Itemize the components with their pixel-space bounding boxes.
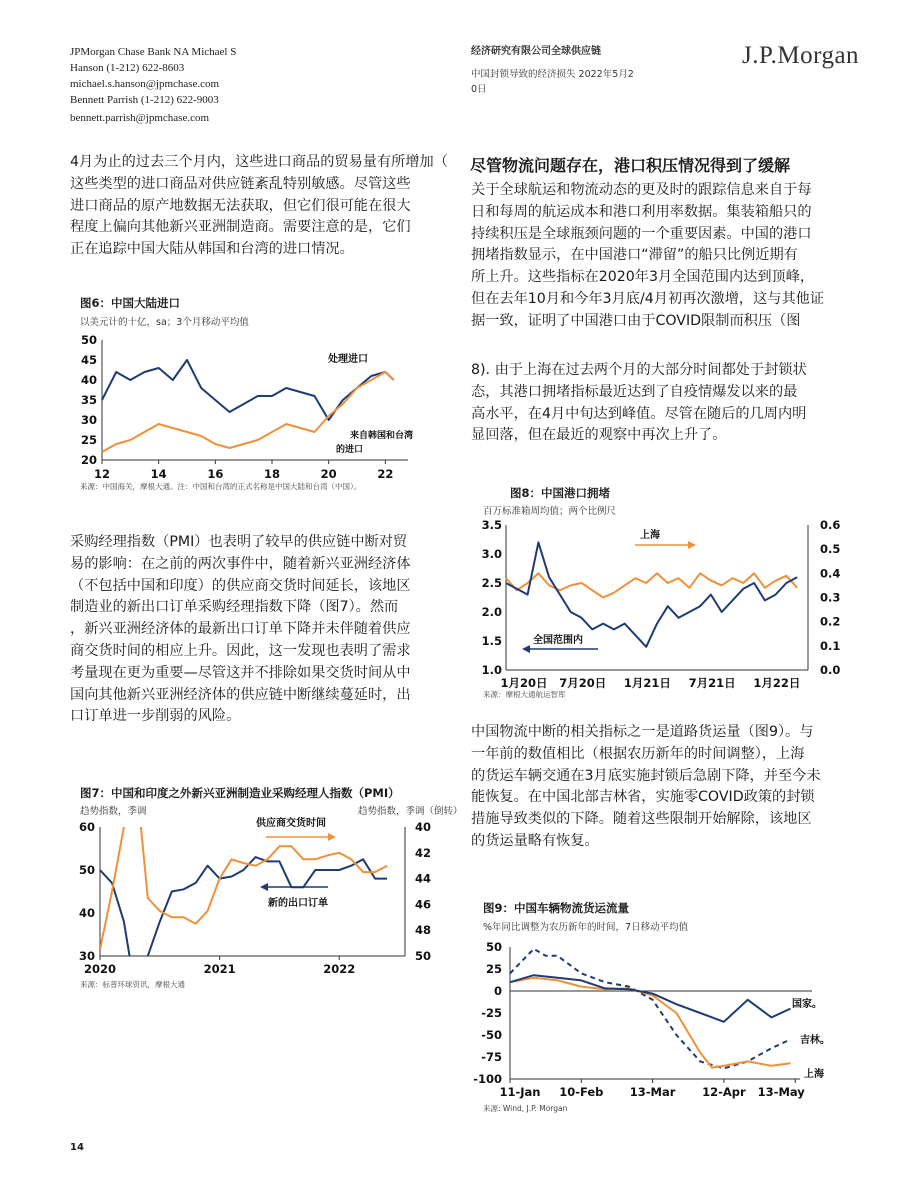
text-line: 程度上偏向其他新兴亚洲制造商。需要注意的是，它们 xyxy=(70,219,411,236)
y-tick-label-right: 40 xyxy=(415,820,432,834)
x-tick-label: 11-Jan xyxy=(499,1085,541,1099)
x-tick-label: 13-Mar xyxy=(629,1085,676,1099)
y-tick-label-right: 0.1 xyxy=(820,638,841,653)
y-tick-label-left: 30 xyxy=(78,949,95,963)
text-line: 日和每周的航运成本和港口利用率数据。集装箱船只的 xyxy=(471,203,812,220)
x-tick-label: 10-Feb xyxy=(559,1085,604,1099)
fig7-plot-area xyxy=(100,815,387,980)
y-tick-label-right: 50 xyxy=(415,949,432,963)
shanghai-freight-line xyxy=(510,949,791,1069)
arrow-national-head xyxy=(522,645,530,653)
y-tick-label: -75 xyxy=(481,1050,502,1064)
fig8-title: 图8：中国港口拥堵 xyxy=(510,486,611,500)
fig6-title: 图6：中国大陆进口 xyxy=(80,296,181,310)
y-tick-label-left: 40 xyxy=(78,906,95,920)
text-line: 考量现在更为重要—尽管这并不排除如果交货时间从中 xyxy=(70,664,411,681)
y-tick-label-left: 1.5 xyxy=(481,634,502,648)
text-line: 中国物流中断的相关指标之一是道路货运量（图9）。与 xyxy=(471,724,814,740)
text-line: 能恢复。在中国北部吉林省，实施零COVID政策的封锁 xyxy=(471,789,815,806)
jpmorgan-logo: J.P.Morgan xyxy=(742,42,860,69)
fig8-source: 来源：摩根大通航运智库 xyxy=(483,690,566,699)
series-label-export: 新的出口订单 xyxy=(268,898,328,909)
author-line: JPMorgan Chase Bank NA Michael S xyxy=(70,46,237,58)
x-tick-label: 1月22日 xyxy=(753,676,801,690)
x-tick-label: 14 xyxy=(150,467,167,480)
text-line: 易的影响：在之前的两次事件中，随着新兴亚洲经济体 xyxy=(70,555,411,572)
right-para-3 xyxy=(471,722,861,853)
y-tick-label: 50 xyxy=(80,333,97,347)
fig6-subtitle: 以美元计的十亿，sa；3个月移动平均值 xyxy=(80,317,249,328)
y-tick-label-right: 42 xyxy=(415,845,432,860)
text-line: 4月为止的过去三个月内，这些进口商品的贸易量有所增加（ xyxy=(70,154,448,170)
page-number: 14 xyxy=(70,1142,84,1153)
author-line: Hanson (1-212) 622-8603 xyxy=(70,62,185,74)
y-tick-label: 35 xyxy=(80,393,97,407)
text-line: 高水平，在4月中旬达到峰值。尽管在随后的几周内明 xyxy=(471,405,807,422)
arrow-shanghai-head xyxy=(688,541,696,549)
fig7-chart xyxy=(70,815,450,980)
y-tick-label-right: 0.4 xyxy=(820,566,841,581)
text-line: 拥堵指数显示，在中国港口“滞留”的船只比例近期有 xyxy=(471,247,798,264)
x-tick-label: 20 xyxy=(320,467,337,480)
text-line: 8). 由于上海在过去两个月的大部分时间都处于封锁状 xyxy=(471,362,807,378)
series-label-jilin: 吉林。 xyxy=(800,1035,830,1046)
x-tick-label: 7月20日 xyxy=(559,676,607,690)
text-line: 采购经理指数（PMI）也表明了较早的供应链中断对贸 xyxy=(70,534,408,550)
left-para-2 xyxy=(70,532,470,728)
series-label-national: 国家。 xyxy=(792,999,822,1010)
text-line: 态，其港口拥堵指标最近达到了自疫情爆发以来的最 xyxy=(471,383,798,400)
x-tick-label: 13-May xyxy=(757,1085,805,1099)
text-line: 持续积压是全球瓶颈问题的一个重要因素。中国的港口 xyxy=(471,225,812,242)
fig9-subtitle: %年同比调整为农历新年的时间，7日移动平均值 xyxy=(483,922,689,933)
x-tick-label: 18 xyxy=(263,467,281,480)
series-label-shanghai: 上海 xyxy=(804,1069,824,1080)
fig7-subtitle-left: 趋势指数，季调 xyxy=(80,806,147,817)
supplier-delivery-times-line xyxy=(100,815,387,950)
x-tick-label: 12-Apr xyxy=(702,1085,746,1099)
text-line: 这些类型的进口商品对供应链紊乱特别敏感。尽管这些 xyxy=(70,175,411,192)
text-line: 显回落，但在最近的观察中再次上升了。 xyxy=(471,427,727,444)
text-line: ，新兴亚洲经济体的最新出口订单下降并未伴随着供应 xyxy=(70,621,411,638)
series-label-kr-tw-cont: 的进口 xyxy=(336,445,364,455)
fig7-subtitle-right: 趋势指数，季调（倒转） xyxy=(358,806,463,817)
y-tick-label: 0 xyxy=(493,984,502,998)
y-tick-label: 50 xyxy=(485,940,502,954)
text-line: 但在去年10月和今年3月底/4月初再次激增，这与其他证 xyxy=(471,290,825,307)
text-line: 制造业的新出口订单采购经理指数下降（图7）。然而 xyxy=(70,599,399,616)
text-line: 国向其他新兴亚洲经济体的供应链中断继续蔓延时，出 xyxy=(70,686,411,703)
arrow-supplier-head xyxy=(328,833,336,841)
right-para-2 xyxy=(471,360,861,447)
series-label-national: 全国范围内 xyxy=(533,635,583,646)
fig8-subtitle: 百万标准箱周均值；两个比例尺 xyxy=(483,506,617,517)
x-tick-label: 1月20日 xyxy=(500,676,548,690)
text-line: 一年前的数值相比（根据农历新年的时间调整），上海 xyxy=(471,745,805,762)
y-tick-label-right: 0.6 xyxy=(820,518,841,532)
fig6-source: 来源：中国海关，摩根大通。注：中国和台湾的正式名称是中国大陆和台湾（中国）。 xyxy=(80,482,362,491)
y-tick-label-left: 3.0 xyxy=(481,547,502,561)
text-line: 正在追踪中国大陆从韩国和台湾的进口情况。 xyxy=(70,241,354,258)
y-tick-label: 25 xyxy=(485,962,502,976)
y-tick-label-left: 1.0 xyxy=(481,663,502,677)
series-label-shanghai: 上海 xyxy=(640,530,660,541)
fig9-chart xyxy=(470,935,850,1105)
text-line: 进口商品的原产地数据无法获取，但它们很可能在很大 xyxy=(70,197,411,214)
y-tick-label: 30 xyxy=(80,413,97,427)
y-tick-label: 25 xyxy=(80,433,97,447)
x-tick-label: 12 xyxy=(93,467,111,480)
fig8-chart xyxy=(470,515,850,695)
text-line: （不包括中国和印度）的供应商交货时间延长，该地区 xyxy=(70,577,411,594)
fig7-source: 来源：标普环球资讯，摩根大通 xyxy=(80,980,185,989)
x-tick-label: 16 xyxy=(207,467,224,480)
y-tick-label: -25 xyxy=(481,1006,502,1020)
text-line: 的货运量略有恢复。 xyxy=(471,832,599,849)
fig7-title: 图7：中国和印度之外新兴亚洲制造业采购经理人指数（PMI） xyxy=(80,786,400,800)
y-tick-label-right: 0.5 xyxy=(820,542,841,557)
series-label-supplier: 供应商交货时间 xyxy=(256,818,326,829)
processed-imports-line xyxy=(102,360,394,420)
y-tick-label-left: 50 xyxy=(78,863,95,877)
y-tick-label-right: 46 xyxy=(415,897,432,912)
text-line: 关于全球航运和物流动态的更及时的跟踪信息来自于每 xyxy=(471,182,812,198)
text-line: 措施导致类似的下降。随着这些限制开始解除，该地区 xyxy=(471,811,812,828)
y-tick-label-left: 60 xyxy=(78,820,95,834)
author-line: michael.s.hanson@jpmchase.com xyxy=(70,78,220,90)
org-name: 经济研究有限公司全球供应链 xyxy=(471,46,601,57)
y-tick-label-left: 2.5 xyxy=(481,576,502,590)
y-tick-label-left: 3.5 xyxy=(481,518,502,532)
x-tick-label: 1月21日 xyxy=(623,676,671,690)
text-line: 商交货时间的相应上升。因此，这一发现也表明了需求 xyxy=(70,642,411,659)
report-subtitle-cont: 0日 xyxy=(471,84,487,95)
text-line: 口订单进一步削弱的风险。 xyxy=(70,708,241,725)
y-tick-label: 40 xyxy=(80,373,97,387)
fig6-chart xyxy=(70,330,420,480)
x-tick-label: 2020 xyxy=(83,962,117,976)
right-para-1 xyxy=(471,180,861,333)
series-label-processed: 处理进口 xyxy=(328,354,368,365)
y-tick-label-right: 44 xyxy=(415,871,432,886)
author-line: Bennett Parrish (1-212) 622-9003 xyxy=(70,94,219,106)
y-tick-label: 20 xyxy=(80,453,97,467)
y-tick-label-right: 0.3 xyxy=(820,590,841,605)
national-congestion-line xyxy=(506,542,797,646)
y-tick-label-left: 2.0 xyxy=(481,605,502,619)
x-tick-label: 2022 xyxy=(323,962,356,976)
y-tick-label: -100 xyxy=(473,1072,502,1086)
y-tick-label-right: 0.2 xyxy=(820,614,841,629)
text-line: 所上升。这些指标在2020年3月全国范围内达到顶峰， xyxy=(471,269,815,286)
report-subtitle: 中国封锁导致的经济损失 2022年5月2 xyxy=(471,69,634,80)
arrow-export-head xyxy=(260,883,268,891)
author-block xyxy=(70,44,236,126)
section-heading: 尽管物流问题存在，港口积压情况得到了缓解 xyxy=(470,156,791,175)
fig9-title: 图9：中国车辆物流货运流量 xyxy=(483,901,630,915)
y-tick-label-right: 48 xyxy=(415,923,432,938)
x-tick-label: 22 xyxy=(377,467,394,480)
text-line: 据一致，证明了中国港口由于COVID限制而积压（图 xyxy=(471,312,801,329)
y-tick-label: 45 xyxy=(80,353,97,367)
fig9-source: 来源: Wind, J.P. Morgan xyxy=(483,1104,568,1113)
x-tick-label: 2021 xyxy=(203,962,236,976)
left-para-1 xyxy=(70,152,470,261)
y-tick-label: -50 xyxy=(481,1028,502,1042)
x-tick-label: 7月21日 xyxy=(688,676,736,690)
text-line: 的货运车辆交通在3月底实施封锁后急剧下降，并至今未 xyxy=(471,767,821,784)
y-tick-label-right: 0.0 xyxy=(820,663,841,677)
series-label-kr-tw: 来自韩国和台湾 xyxy=(350,431,414,441)
author-email[interactable]: bennett.parrish@jpmchase.com xyxy=(70,112,210,124)
report-header xyxy=(471,44,651,97)
